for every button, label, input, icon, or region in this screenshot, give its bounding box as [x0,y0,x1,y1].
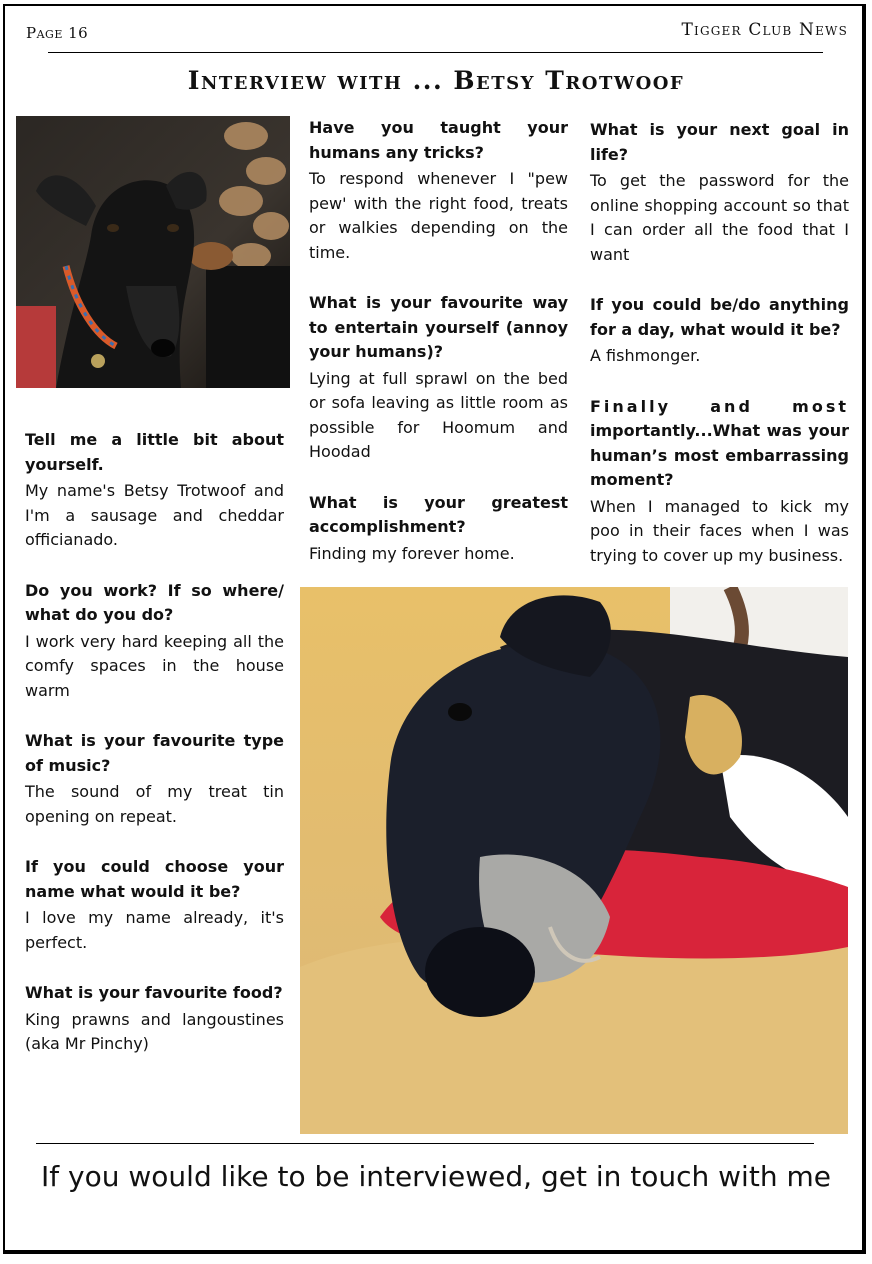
answer: I love my name already, it's perfect. [25,908,284,952]
page-title: Interview with ... Betsy Trotwoof [187,66,685,95]
publication-name: Tigger Club News [681,20,848,40]
qa-item [25,428,284,553]
question-rest: importantly...What was your human’s most embarrassing moment? [590,421,849,489]
header-rule [48,52,823,53]
answer: King prawns and langoustines (aka Mr Pinchy) [25,1009,284,1053]
qa-item [309,291,568,465]
sleeping-dog-photo [300,587,848,1134]
question: What is your favourite type of music? [25,731,284,775]
qa-item [590,395,849,569]
question [590,395,849,493]
qa-item [590,118,849,267]
qa-item [25,855,284,955]
question: What is your next goal in life? [590,120,849,164]
page-number: Page 16 [26,24,89,42]
question: If you could be/do anything for a day, what would it be? [590,295,849,339]
column-right [590,118,849,594]
answer: I work very hard keeping all the comfy spaces in the house warm [25,631,284,700]
qa-item [309,491,568,567]
question: Tell me a little bit about yourself. [25,430,284,474]
question: What is your greatest accomplishment? [309,492,568,536]
answer: A fishmonger. [590,346,701,365]
question: If you could choose your name what would it be? [25,857,284,901]
answer: When I managed to kick my poo in their faces when I was trying to cover up my business. [590,496,849,565]
answer: To get the password for the online shopping account so that I can order all the food that I want [590,171,849,264]
answer: My name's Betsy Trotwoof and I'm a sausage and cheddar officianado. [25,481,284,549]
qa-item [25,579,284,704]
column-middle [309,116,568,592]
qa-item [25,729,284,829]
answer: Finding my forever home. [309,543,515,563]
question: Have you taught your humans any tricks? [309,118,568,162]
footer-call-to-action: If you would like to be interviewed, get in touch with me [41,1160,831,1193]
question: Do you work? If so where/ what do you do? [25,580,284,624]
dog-portrait-photo [16,116,290,388]
answer: The sound of my treat tin opening on repeat. [25,782,284,826]
question: What is your favourite way to entertain yourself (annoy your humans)? [309,293,568,361]
column-left [25,428,284,1083]
answer: To respond whenever I "pew pew' with the right food, treats or walkies depending on the time. [309,169,568,262]
answer: Lying at full sprawl on the bed or sofa leaving as little room as possible for Hoomum and Hoodad [309,368,568,461]
qa-item [590,293,849,369]
footer-rule [36,1143,814,1144]
qa-item [309,116,568,265]
question: What is your favourite food? [25,983,283,1002]
qa-item [25,981,284,1057]
question-lead: Finally and most [590,396,849,416]
